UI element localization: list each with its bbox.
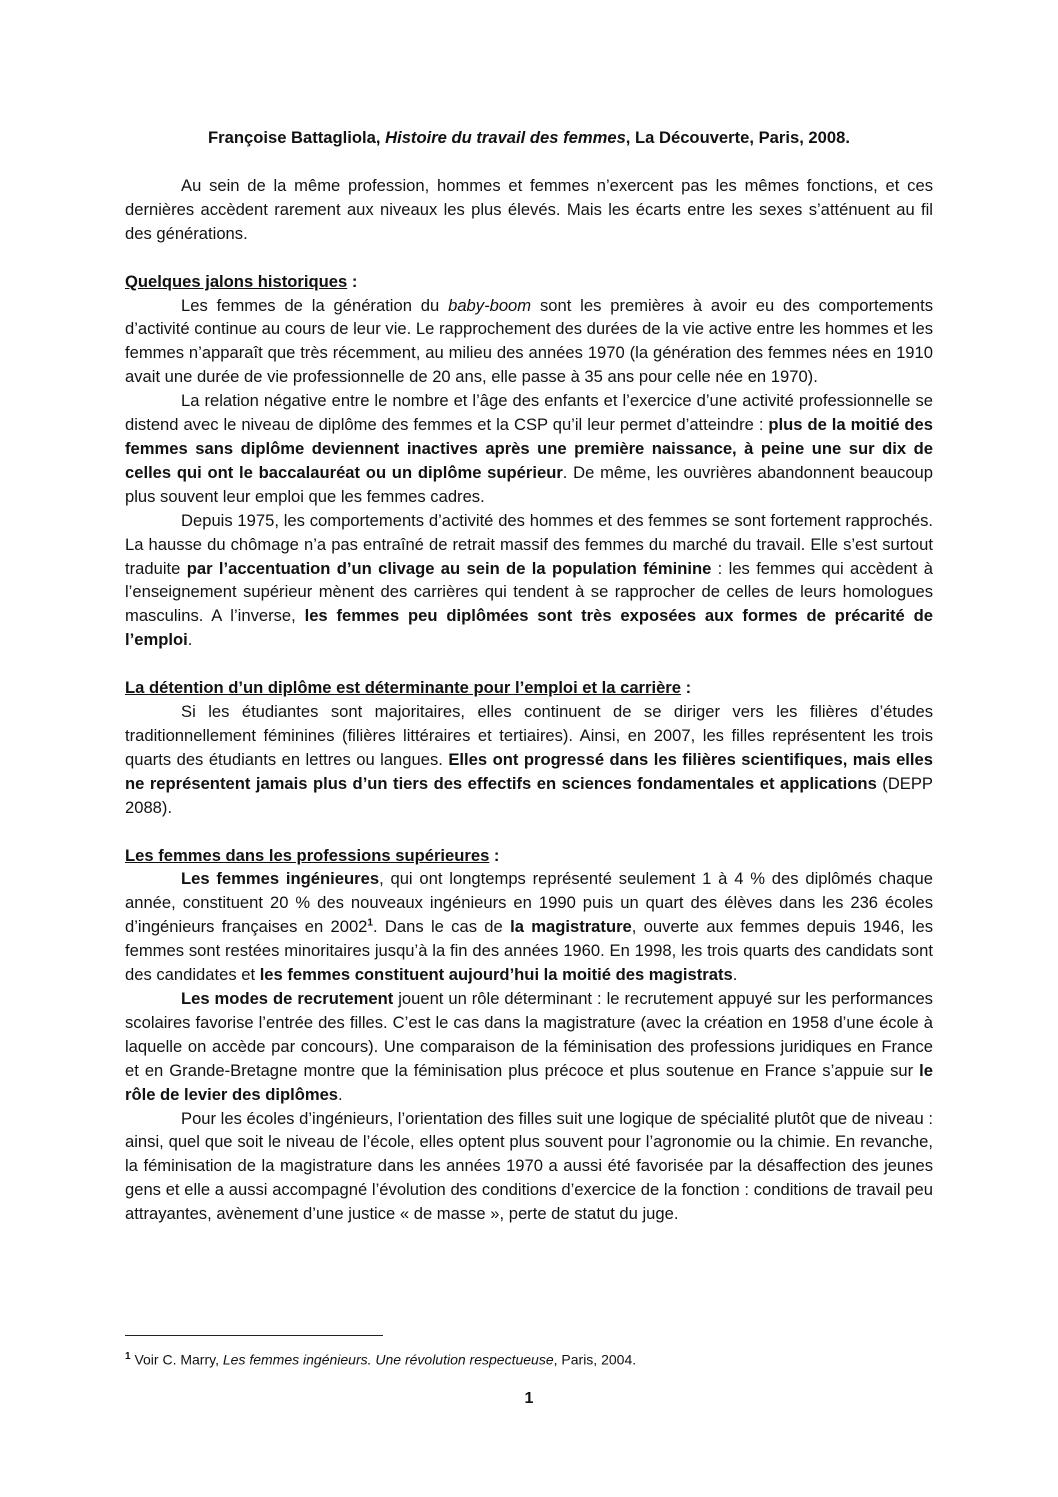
footnote: $^1$ Voir C. Marry, Les femmes ingénieurs. Une révolution respectueuse, Paris, 2004. <box>125 1351 637 1368</box>
paragraph: Depuis 1975, les comportements d’activité des hommes et des femmes se sont fortement rapprochés. La hausse du chômage n’a pas entraîné de retrait massif des femmes du marché du travail. Elle s’est surtout traduite par l’accentuation d’un clivage au sein de la population féminine : les femmes qui accèdent à l’enseignement supérieur mènent des carrières qui tendent à se rapprocher de celles de leurs homologues masculins. A l’inverse, les femmes peu diplômées sont très exposées aux formes de précarité de l’emploi. <box>125 510 933 650</box>
paragraph: Si les étudiantes sont majoritaires, elles continuent de se diriger vers les filières d’études traditionnellement féminines (filières littéraires et tertiaires). Ainsi, en 2007, les filles représentent les trois quarts des étudiants en lettres ou langues. Elles ont progressé dans les filières scientifiques, mais elles ne représentent jamais plus d’un tiers des effectifs en sciences fondamentales et applications (DEPP 2088). <box>125 702 933 817</box>
section-heading-2: La détention d’un diplôme est déterminante pour l’emploi et la carrière : <box>125 678 692 698</box>
footnote-divider <box>125 1335 383 1336</box>
page-number: 1 <box>524 1390 534 1407</box>
document-body <box>125 126 933 1226</box>
section-heading-3: Les femmes dans les professions supérieures : <box>125 845 500 865</box>
footnote-ref[interactable]: 1 <box>367 917 373 929</box>
paragraph: Les femmes de la génération du baby-boom sont les premières à avoir eu des comportements d’activité continue au cours de leur vie. Le rapprochement des durées de la vie active entre les hommes et les femmes n’apparaît que très récemment, au milieu des années 1970 (la génération des femmes nées en 1910 avait une durée de vie professionnelle de 20 ans, elle passe à 35 ans pour celle née en 1970). <box>125 295 933 387</box>
paragraph: Pour les écoles d’ingénieurs, l’orientation des filles suit une logique de spécialité plutôt que de niveau : ainsi, quel que soit le niveau de l’école, elles optent plus souvent pour l’agronomie ou la chimie. En revanche, la féminisation de la magistrature dans les années 1970 a aussi été favorisée par la désaffection des jeunes gens et elle a aussi accompagné l’évolution des conditions d’exercice de la fonction : conditions de travail peu attrayantes, avènement d’une justice « de masse », perte de statut du juge. <box>125 1108 933 1224</box>
paragraph: Les modes de recrutement jouent un rôle déterminant : le recrutement appuyé sur les performances scolaires favorise l’entrée des filles. C’est le cas dans la magistrature (avec la création en 1958 d’une école à laquelle on accède par concours). Une comparaison de la féminisation des professions juridiques en France et en Grande-Bretagne montre que la féminisation plus précoce et plus soutenue en France s’appuie sur le rôle de levier des diplômes. <box>125 989 933 1104</box>
paragraph: La relation négative entre le nombre et l’âge des enfants et l’exercice d’une activité professionnelle se distend avec le niveau de diplôme des femmes et la CSP qu’il leur permet d’atteindre : plus de la moitié des femmes sans diplôme deviennent inactives après une première naissance, à peine une sur dix de celles qui ont le baccalauréat ou un diplôme supérieur. De même, les ouvrières abandonnent beaucoup plus souvent leur emploi que les femmes cadres. <box>125 391 934 506</box>
document-title: Françoise Battagliola, Histoire du travail des femmes, La Découverte, Paris, 2008. <box>208 128 850 147</box>
intro-paragraph: Au sein de la même profession, hommes et femmes n’exercent pas les mêmes fonctions, et ces dernières accèdent rarement aux niveaux les plus élevés. Mais les écarts entre les sexes s’atténuent au fil des générations. <box>125 175 933 243</box>
section-heading-1: Quelques jalons historiques : <box>125 271 358 291</box>
paragraph: Les femmes ingénieures, qui ont longtemps représenté seulement 1 à 4 % des diplômés chaque année, constituent 20 % des nouveaux ingénieurs en 1990 puis un quart des élèves dans les 236 écoles d’ingénieurs françaises en 2002$^1$. Dans le cas de la magistrature, ouverte aux femmes depuis 1946, les femmes sont restées minoritaires jusqu’à la fin des années 1960. En 1998, les trois quarts des candidats sont des candidates et les femmes constituent aujourd’hui la moitié des magistrats. <box>125 869 933 985</box>
